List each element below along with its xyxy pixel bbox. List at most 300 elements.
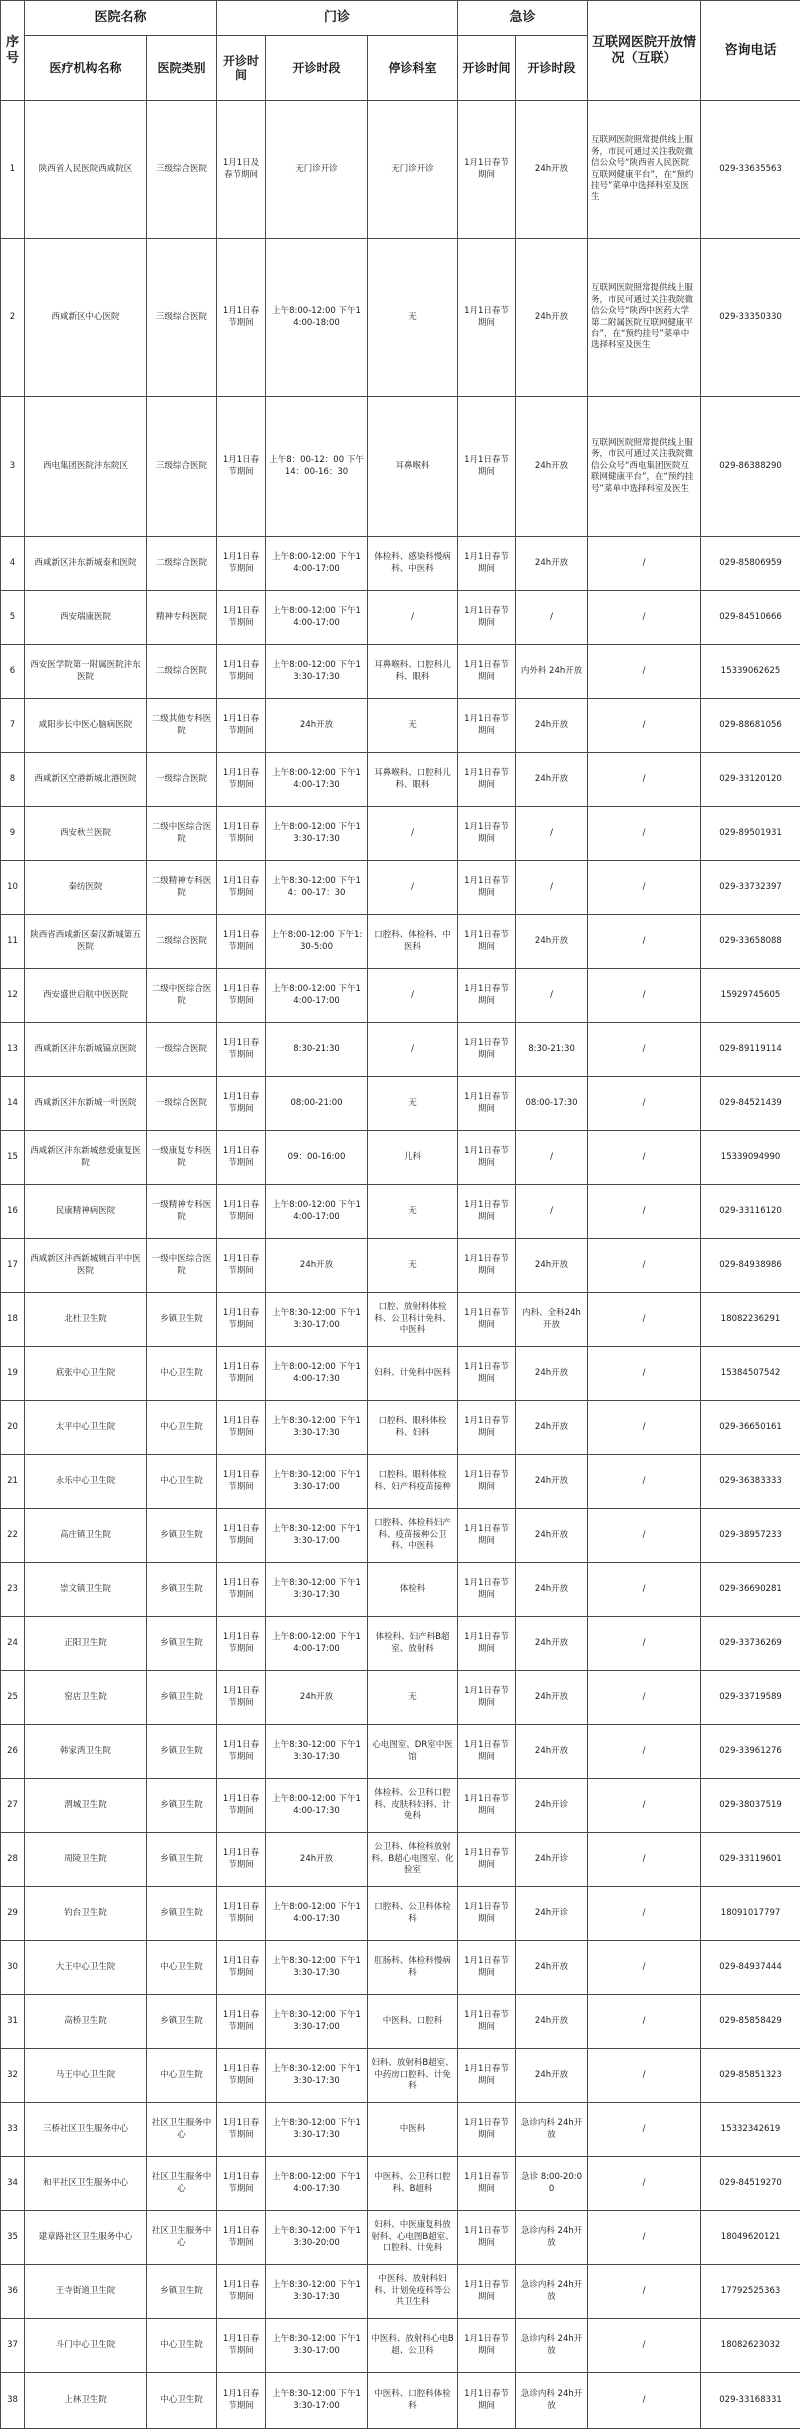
consult-phone: 029-84510666 (701, 591, 800, 645)
table-row (1, 1347, 800, 1401)
closed-departments: 体检科 (368, 1563, 458, 1617)
table-row (1, 2103, 800, 2157)
emergency-open-time: 1月1日春节期间 (458, 1779, 516, 1833)
row-number: 11 (1, 915, 25, 969)
row-number: 1 (1, 101, 25, 239)
consult-phone: 029-36650161 (701, 1401, 800, 1455)
clinic-open-period: 上午8:30-12:00 下午13:30-17:00 (266, 1455, 368, 1509)
emergency-open-period: 24h开放 (516, 1401, 588, 1455)
clinic-open-time: 1月1日春节期间 (217, 1293, 266, 1347)
consult-phone: 029-33168331 (701, 2373, 800, 2429)
clinic-open-time: 1月1日春节期间 (217, 537, 266, 591)
closed-departments: 妇科、计免科中医科 (368, 1347, 458, 1401)
emergency-open-period: 急诊内科 24h开放 (516, 2373, 588, 2429)
hospital-name: 周陵卫生院 (25, 1833, 147, 1887)
table-row (1, 1563, 800, 1617)
consult-phone: 15929745605 (701, 969, 800, 1023)
clinic-open-period: 上午8:30-12:00 下午14：00-17：30 (266, 861, 368, 915)
hospital-name: 马王中心卫生院 (25, 2049, 147, 2103)
internet-hospital-info: 互联网医院照常提供线上服务，市民可通过关注我院微信公众号“陕西中医药大学第二附属医院互联网健康平台”，在“预约挂号”菜单中选择科室及医生 (588, 239, 701, 397)
internet-hospital-info: / (588, 807, 701, 861)
emergency-open-period: 08:00-17:30 (516, 1077, 588, 1131)
emergency-open-time: 1月1日春节期间 (458, 1995, 516, 2049)
hospital-name: 咸阳步长中医心脑病医院 (25, 699, 147, 753)
clinic-open-time: 1月1日春节期间 (217, 2319, 266, 2373)
internet-hospital-info: / (588, 753, 701, 807)
consult-phone: 029-33732397 (701, 861, 800, 915)
internet-hospital-info: / (588, 1509, 701, 1563)
internet-hospital-info: / (588, 1779, 701, 1833)
row-number: 33 (1, 2103, 25, 2157)
clinic-open-time: 1月1日春节期间 (217, 1887, 266, 1941)
consult-phone: 029-85858429 (701, 1995, 800, 2049)
table-header (1, 1, 800, 101)
hospital-type: 乡镇卫生院 (147, 1617, 217, 1671)
hospital-type: 一级康复专科医院 (147, 1131, 217, 1185)
row-number: 26 (1, 1725, 25, 1779)
hospital-type: 乡镇卫生院 (147, 1671, 217, 1725)
clinic-open-period: 24h开放 (266, 1671, 368, 1725)
emergency-open-period: 急诊内科 24h开放 (516, 2103, 588, 2157)
closed-departments: 体检科、妇产科B超室、放射科 (368, 1617, 458, 1671)
clinic-open-time: 1月1日春节期间 (217, 753, 266, 807)
closed-departments: 无 (368, 1239, 458, 1293)
hospital-type: 乡镇卫生院 (147, 1995, 217, 2049)
clinic-open-period: 上午8:30-12:00 下午13:30-17:30 (266, 1725, 368, 1779)
row-number: 38 (1, 2373, 25, 2429)
consult-phone: 15384507542 (701, 1347, 800, 1401)
closed-departments: 肛肠科、体检科慢病科 (368, 1941, 458, 1995)
clinic-open-period: 24h开放 (266, 699, 368, 753)
emergency-open-time: 1月1日春节期间 (458, 1131, 516, 1185)
internet-hospital-info: / (588, 2373, 701, 2429)
closed-departments: 中医科、放射科心电B超、公卫科 (368, 2319, 458, 2373)
table-row (1, 915, 800, 969)
table-row (1, 101, 800, 239)
consult-phone: 15339094990 (701, 1131, 800, 1185)
header-phone: 咨询电话 (701, 1, 800, 101)
emergency-open-time: 1月1日春节期间 (458, 1455, 516, 1509)
table-row (1, 1833, 800, 1887)
clinic-open-time: 1月1日春节期间 (217, 2049, 266, 2103)
emergency-open-period: 24h开放 (516, 1455, 588, 1509)
emergency-open-period: 内科、全科24h开放 (516, 1293, 588, 1347)
internet-hospital-info: / (588, 1401, 701, 1455)
row-number: 27 (1, 1779, 25, 1833)
hospital-name: 西安秋兰医院 (25, 807, 147, 861)
row-number: 22 (1, 1509, 25, 1563)
header-er-time: 开诊时间 (458, 36, 516, 101)
hospital-type: 中心卫生院 (147, 2373, 217, 2429)
closed-departments: 中医科 (368, 2103, 458, 2157)
clinic-open-time: 1月1日春节期间 (217, 1455, 266, 1509)
emergency-open-time: 1月1日春节期间 (458, 2103, 516, 2157)
hospital-name: 西咸新区沣东新城慈爱康复医院 (25, 1131, 147, 1185)
closed-departments: 无门诊开诊 (368, 101, 458, 239)
internet-hospital-info: 互联网医院照常提供线上服务，市民可通过关注我院微信公众号“西电集团医院互联网健康平台”，在“预约挂号”菜单中选择科室及医生 (588, 397, 701, 537)
emergency-open-time: 1月1日春节期间 (458, 2157, 516, 2211)
internet-hospital-info: / (588, 1455, 701, 1509)
internet-hospital-info: / (588, 915, 701, 969)
clinic-open-time: 1月1日春节期间 (217, 1185, 266, 1239)
internet-hospital-info: / (588, 537, 701, 591)
row-number: 23 (1, 1563, 25, 1617)
internet-hospital-info: / (588, 1671, 701, 1725)
clinic-open-time: 1月1日春节期间 (217, 1725, 266, 1779)
hospital-name: 底张中心卫生院 (25, 1347, 147, 1401)
row-number: 2 (1, 239, 25, 397)
clinic-open-period: 无门诊开诊 (266, 101, 368, 239)
consult-phone: 029-88681056 (701, 699, 800, 753)
hospital-name: 上林卫生院 (25, 2373, 147, 2429)
hospital-name: 西电集团医院沣东院区 (25, 397, 147, 537)
row-number: 17 (1, 1239, 25, 1293)
hospital-name: 西安医学院第一附属医院沣东医院 (25, 645, 147, 699)
clinic-open-period: 上午8:30-12:00 下午13:30-17:00 (266, 2319, 368, 2373)
clinic-open-time: 1月1日春节期间 (217, 2265, 266, 2319)
clinic-open-period: 上午8:30-12:00 下午13:30-17:00 (266, 1293, 368, 1347)
row-number: 7 (1, 699, 25, 753)
internet-hospital-info: / (588, 1185, 701, 1239)
closed-departments: 公卫科、体检科放射科、B超心电图室、化验室 (368, 1833, 458, 1887)
row-number: 15 (1, 1131, 25, 1185)
table-row (1, 2373, 800, 2429)
clinic-open-period: 上午8:30-12:00 下午13:30-17:00 (266, 2373, 368, 2429)
row-number: 35 (1, 2211, 25, 2265)
internet-hospital-info: / (588, 861, 701, 915)
hospital-name: 钓台卫生院 (25, 1887, 147, 1941)
internet-hospital-info: / (588, 1995, 701, 2049)
clinic-open-time: 1月1日春节期间 (217, 915, 266, 969)
emergency-open-period: 24h开诊 (516, 1833, 588, 1887)
row-number: 34 (1, 2157, 25, 2211)
closed-departments: / (368, 969, 458, 1023)
emergency-open-time: 1月1日春节期间 (458, 645, 516, 699)
table-row (1, 537, 800, 591)
table-row (1, 1023, 800, 1077)
hospital-name: 三桥社区卫生服务中心 (25, 2103, 147, 2157)
hospital-name: 永乐中心卫生院 (25, 1455, 147, 1509)
header-org-name: 医疗机构名称 (25, 36, 147, 101)
consult-phone: 029-85806959 (701, 537, 800, 591)
table-row (1, 699, 800, 753)
consult-phone: 029-33961276 (701, 1725, 800, 1779)
clinic-open-time: 1月1日春节期间 (217, 1671, 266, 1725)
hospital-name: 西安盛世启航中医医院 (25, 969, 147, 1023)
hospital-type: 中心卫生院 (147, 1347, 217, 1401)
clinic-open-time: 1月1日春节期间 (217, 699, 266, 753)
clinic-open-time: 1月1日春节期间 (217, 807, 266, 861)
emergency-open-time: 1月1日春节期间 (458, 1509, 516, 1563)
hospital-type: 一级综合医院 (147, 1077, 217, 1131)
internet-hospital-info: / (588, 1887, 701, 1941)
consult-phone: 15332342619 (701, 2103, 800, 2157)
consult-phone: 029-33658088 (701, 915, 800, 969)
clinic-open-time: 1月1日春节期间 (217, 2373, 266, 2429)
emergency-open-time: 1月1日春节期间 (458, 1671, 516, 1725)
emergency-open-time: 1月1日春节期间 (458, 2049, 516, 2103)
closed-departments: 口腔科、体检科妇产科、疫苗接种公卫科、中医科 (368, 1509, 458, 1563)
emergency-open-period: 24h开放 (516, 1671, 588, 1725)
hospital-name: 王寺街道卫生院 (25, 2265, 147, 2319)
emergency-open-time: 1月1日春节期间 (458, 1185, 516, 1239)
emergency-open-period: 24h开放 (516, 2049, 588, 2103)
clinic-open-time: 1月1日春节期间 (217, 1131, 266, 1185)
clinic-open-time: 1月1日春节期间 (217, 1509, 266, 1563)
emergency-open-time: 1月1日春节期间 (458, 239, 516, 397)
internet-hospital-info: / (588, 2319, 701, 2373)
closed-departments: 耳鼻喉科、口腔科儿科、眼科 (368, 645, 458, 699)
emergency-open-period: 24h开诊 (516, 1887, 588, 1941)
internet-hospital-info: / (588, 1833, 701, 1887)
row-number: 4 (1, 537, 25, 591)
emergency-open-period: 24h开诊 (516, 1779, 588, 1833)
emergency-open-period: 24h开放 (516, 915, 588, 969)
row-number: 25 (1, 1671, 25, 1725)
closed-departments: 无 (368, 1185, 458, 1239)
emergency-open-time: 1月1日春节期间 (458, 2211, 516, 2265)
closed-departments: 儿科 (368, 1131, 458, 1185)
internet-hospital-info: / (588, 1347, 701, 1401)
clinic-open-period: 24h开放 (266, 1833, 368, 1887)
emergency-open-time: 1月1日春节期间 (458, 2373, 516, 2429)
consult-phone: 029-33719589 (701, 1671, 800, 1725)
clinic-open-time: 1月1日春节期间 (217, 2211, 266, 2265)
hospital-type: 乡镇卫生院 (147, 1563, 217, 1617)
clinic-open-time: 1月1日春节期间 (217, 1995, 266, 2049)
closed-departments: 妇科、放射科B超室、中药房口腔科、计免科 (368, 2049, 458, 2103)
clinic-open-time: 1月1日春节期间 (217, 1563, 266, 1617)
hospital-name: 建章路社区卫生服务中心 (25, 2211, 147, 2265)
emergency-open-period: 24h开放 (516, 753, 588, 807)
clinic-open-time: 1月1日春节期间 (217, 645, 266, 699)
hospital-type: 乡镇卫生院 (147, 1293, 217, 1347)
consult-phone: 029-33120120 (701, 753, 800, 807)
emergency-open-time: 1月1日春节期间 (458, 1563, 516, 1617)
closed-departments: / (368, 807, 458, 861)
row-number: 31 (1, 1995, 25, 2049)
closed-departments: 口腔科、眼科体检科、妇产科疫苗接种 (368, 1455, 458, 1509)
consult-phone: 029-84937444 (701, 1941, 800, 1995)
internet-hospital-info: / (588, 1131, 701, 1185)
hospital-name: 西咸新区沣东新城泰和医院 (25, 537, 147, 591)
emergency-open-period: 急诊内科 24h开放 (516, 2265, 588, 2319)
table-row (1, 1077, 800, 1131)
emergency-open-period: 24h开放 (516, 397, 588, 537)
emergency-open-time: 1月1日春节期间 (458, 1347, 516, 1401)
header-internet: 互联网医院开放情况（互联） (588, 1, 701, 101)
clinic-open-period: 上午8:00-12:00 下午14:00-17:30 (266, 1347, 368, 1401)
closed-departments: 口腔科、体检科、中医科 (368, 915, 458, 969)
internet-hospital-info: / (588, 2103, 701, 2157)
clinic-open-period: 上午8:00-12:00 下午14:00-17:30 (266, 753, 368, 807)
emergency-open-period: 24h开放 (516, 1239, 588, 1293)
clinic-open-time: 1月1日春节期间 (217, 1077, 266, 1131)
closed-departments: 体检科、公卫科口腔科、皮肤科妇科、计免科 (368, 1779, 458, 1833)
hospital-type: 三级综合医院 (147, 101, 217, 239)
row-number: 19 (1, 1347, 25, 1401)
clinic-open-time: 1月1日及春节期间 (217, 101, 266, 239)
header-seq: 序号 (1, 1, 25, 101)
internet-hospital-info: / (588, 1725, 701, 1779)
emergency-open-time: 1月1日春节期间 (458, 101, 516, 239)
header-open-time: 开诊时间 (217, 36, 266, 101)
internet-hospital-info: / (588, 2265, 701, 2319)
clinic-open-period: 上午8:00-12:00 下午14:00-17:30 (266, 1779, 368, 1833)
emergency-open-period: 24h开放 (516, 1941, 588, 1995)
clinic-open-time: 1月1日春节期间 (217, 591, 266, 645)
row-number: 10 (1, 861, 25, 915)
table-row (1, 753, 800, 807)
row-number: 18 (1, 1293, 25, 1347)
hospital-name: 斗门中心卫生院 (25, 2319, 147, 2373)
consult-phone: 029-84519270 (701, 2157, 800, 2211)
hospital-type: 二级综合医院 (147, 915, 217, 969)
clinic-open-period: 上午8:30-12:00 下午13:30-17:00 (266, 1509, 368, 1563)
emergency-open-time: 1月1日春节期间 (458, 1023, 516, 1077)
row-number: 24 (1, 1617, 25, 1671)
emergency-open-time: 1月1日春节期间 (458, 591, 516, 645)
closed-departments: 中医科、放射科妇科、计划免疫科等公共卫生科 (368, 2265, 458, 2319)
emergency-open-period: / (516, 969, 588, 1023)
consult-phone: 029-33116120 (701, 1185, 800, 1239)
clinic-open-time: 1月1日春节期间 (217, 861, 266, 915)
hospital-type: 精神专科医院 (147, 591, 217, 645)
row-number: 30 (1, 1941, 25, 1995)
consult-phone: 029-33635563 (701, 101, 800, 239)
table-row (1, 1293, 800, 1347)
row-number: 3 (1, 397, 25, 537)
clinic-open-time: 1月1日春节期间 (217, 1347, 266, 1401)
closed-departments: 无 (368, 1077, 458, 1131)
emergency-open-time: 1月1日春节期间 (458, 1077, 516, 1131)
hospital-type: 乡镇卫生院 (147, 2265, 217, 2319)
hospital-type: 乡镇卫生院 (147, 1887, 217, 1941)
emergency-open-time: 1月1日春节期间 (458, 1887, 516, 1941)
consult-phone: 029-38037519 (701, 1779, 800, 1833)
hospital-type: 二级中医综合医院 (147, 969, 217, 1023)
table-row (1, 1887, 800, 1941)
emergency-open-period: / (516, 807, 588, 861)
consult-phone: 029-36383333 (701, 1455, 800, 1509)
consult-phone: 15339062625 (701, 645, 800, 699)
consult-phone: 18082623032 (701, 2319, 800, 2373)
emergency-open-period: / (516, 591, 588, 645)
emergency-open-time: 1月1日春节期间 (458, 1239, 516, 1293)
emergency-open-time: 1月1日春节期间 (458, 807, 516, 861)
hospital-name: 西咸新区沣东新城镐京医院 (25, 1023, 147, 1077)
emergency-open-period: / (516, 861, 588, 915)
emergency-open-time: 1月1日春节期间 (458, 1941, 516, 1995)
emergency-open-time: 1月1日春节期间 (458, 397, 516, 537)
hospital-name: 正阳卫生院 (25, 1617, 147, 1671)
closed-departments: / (368, 591, 458, 645)
table-row (1, 1401, 800, 1455)
consult-phone: 18091017797 (701, 1887, 800, 1941)
hospital-name: 秦纺医院 (25, 861, 147, 915)
internet-hospital-info: / (588, 1077, 701, 1131)
hospital-name: 和平社区卫生服务中心 (25, 2157, 147, 2211)
hospital-name: 高桥卫生院 (25, 1995, 147, 2049)
hospital-type: 二级中医综合医院 (147, 807, 217, 861)
hospital-name: 西咸新区空港新城北港医院 (25, 753, 147, 807)
table-row (1, 2157, 800, 2211)
hospital-type: 二级精神专科医院 (147, 861, 217, 915)
clinic-open-period: 09：00-16:00 (266, 1131, 368, 1185)
emergency-open-period: 急诊内科 24h开放 (516, 2211, 588, 2265)
hospital-name: 崇文镇卫生院 (25, 1563, 147, 1617)
table-row (1, 861, 800, 915)
internet-hospital-info: / (588, 1617, 701, 1671)
clinic-open-period: 上午8:00-12:00 下午14:00-18:00 (266, 239, 368, 397)
emergency-open-time: 1月1日春节期间 (458, 699, 516, 753)
internet-hospital-info: / (588, 591, 701, 645)
closed-departments: 无 (368, 699, 458, 753)
clinic-open-period: 上午8:00-12:00 下午14:00-17:00 (266, 1185, 368, 1239)
emergency-open-period: 24h开放 (516, 1995, 588, 2049)
closed-departments: 无 (368, 1671, 458, 1725)
hospital-name: 高庄镇卫生院 (25, 1509, 147, 1563)
clinic-open-period: 上午8:30-12:00 下午13:30-17:30 (266, 1941, 368, 1995)
clinic-open-time: 1月1日春节期间 (217, 239, 266, 397)
hospital-type: 三级综合医院 (147, 239, 217, 397)
table-row (1, 645, 800, 699)
row-number: 20 (1, 1401, 25, 1455)
header-hospital-type: 医院类别 (147, 36, 217, 101)
table-row (1, 1509, 800, 1563)
header-closed-dept: 停诊科室 (368, 36, 458, 101)
table-row (1, 397, 800, 537)
table-row (1, 1671, 800, 1725)
emergency-open-period: 24h开放 (516, 239, 588, 397)
hospital-name: 韩家湾卫生院 (25, 1725, 147, 1779)
hospital-name: 渭城卫生院 (25, 1779, 147, 1833)
hospital-type: 中心卫生院 (147, 2049, 217, 2103)
row-number: 13 (1, 1023, 25, 1077)
clinic-open-period: 上午8:30-12:00 下午13:30-17:30 (266, 1563, 368, 1617)
clinic-open-time: 1月1日春节期间 (217, 1401, 266, 1455)
row-number: 29 (1, 1887, 25, 1941)
emergency-open-period: 24h开放 (516, 1347, 588, 1401)
closed-departments: 中医科、公卫科口腔科、B超科 (368, 2157, 458, 2211)
clinic-open-period: 上午8:00-12:00 下午14:00-17:00 (266, 1617, 368, 1671)
hospital-name: 西安瑞康医院 (25, 591, 147, 645)
emergency-open-period: 8:30-21:30 (516, 1023, 588, 1077)
emergency-open-time: 1月1日春节期间 (458, 861, 516, 915)
internet-hospital-info: / (588, 2049, 701, 2103)
row-number: 36 (1, 2265, 25, 2319)
internet-hospital-info: / (588, 1023, 701, 1077)
internet-hospital-info: / (588, 1563, 701, 1617)
clinic-open-period: 上午8:00-12:00 下午14:00-17:30 (266, 2157, 368, 2211)
clinic-open-time: 1月1日春节期间 (217, 1941, 266, 1995)
table-row (1, 591, 800, 645)
hospital-type: 一级综合医院 (147, 1023, 217, 1077)
hospital-name: 太平中心卫生院 (25, 1401, 147, 1455)
clinic-open-period: 上午8：00-12：00 下午14：00-16：30 (266, 397, 368, 537)
closed-departments: 口腔、放射科体检科、公卫科计免科、中医科 (368, 1293, 458, 1347)
emergency-open-period: 急诊内科 24h开放 (516, 2319, 588, 2373)
closed-departments: / (368, 1023, 458, 1077)
table-row (1, 807, 800, 861)
row-number: 21 (1, 1455, 25, 1509)
table-row (1, 1131, 800, 1185)
hospital-name: 窑店卫生院 (25, 1671, 147, 1725)
emergency-open-period: 24h开放 (516, 1617, 588, 1671)
clinic-open-period: 08:00-21:00 (266, 1077, 368, 1131)
hospital-name: 西咸新区中心医院 (25, 239, 147, 397)
emergency-open-time: 1月1日春节期间 (458, 915, 516, 969)
